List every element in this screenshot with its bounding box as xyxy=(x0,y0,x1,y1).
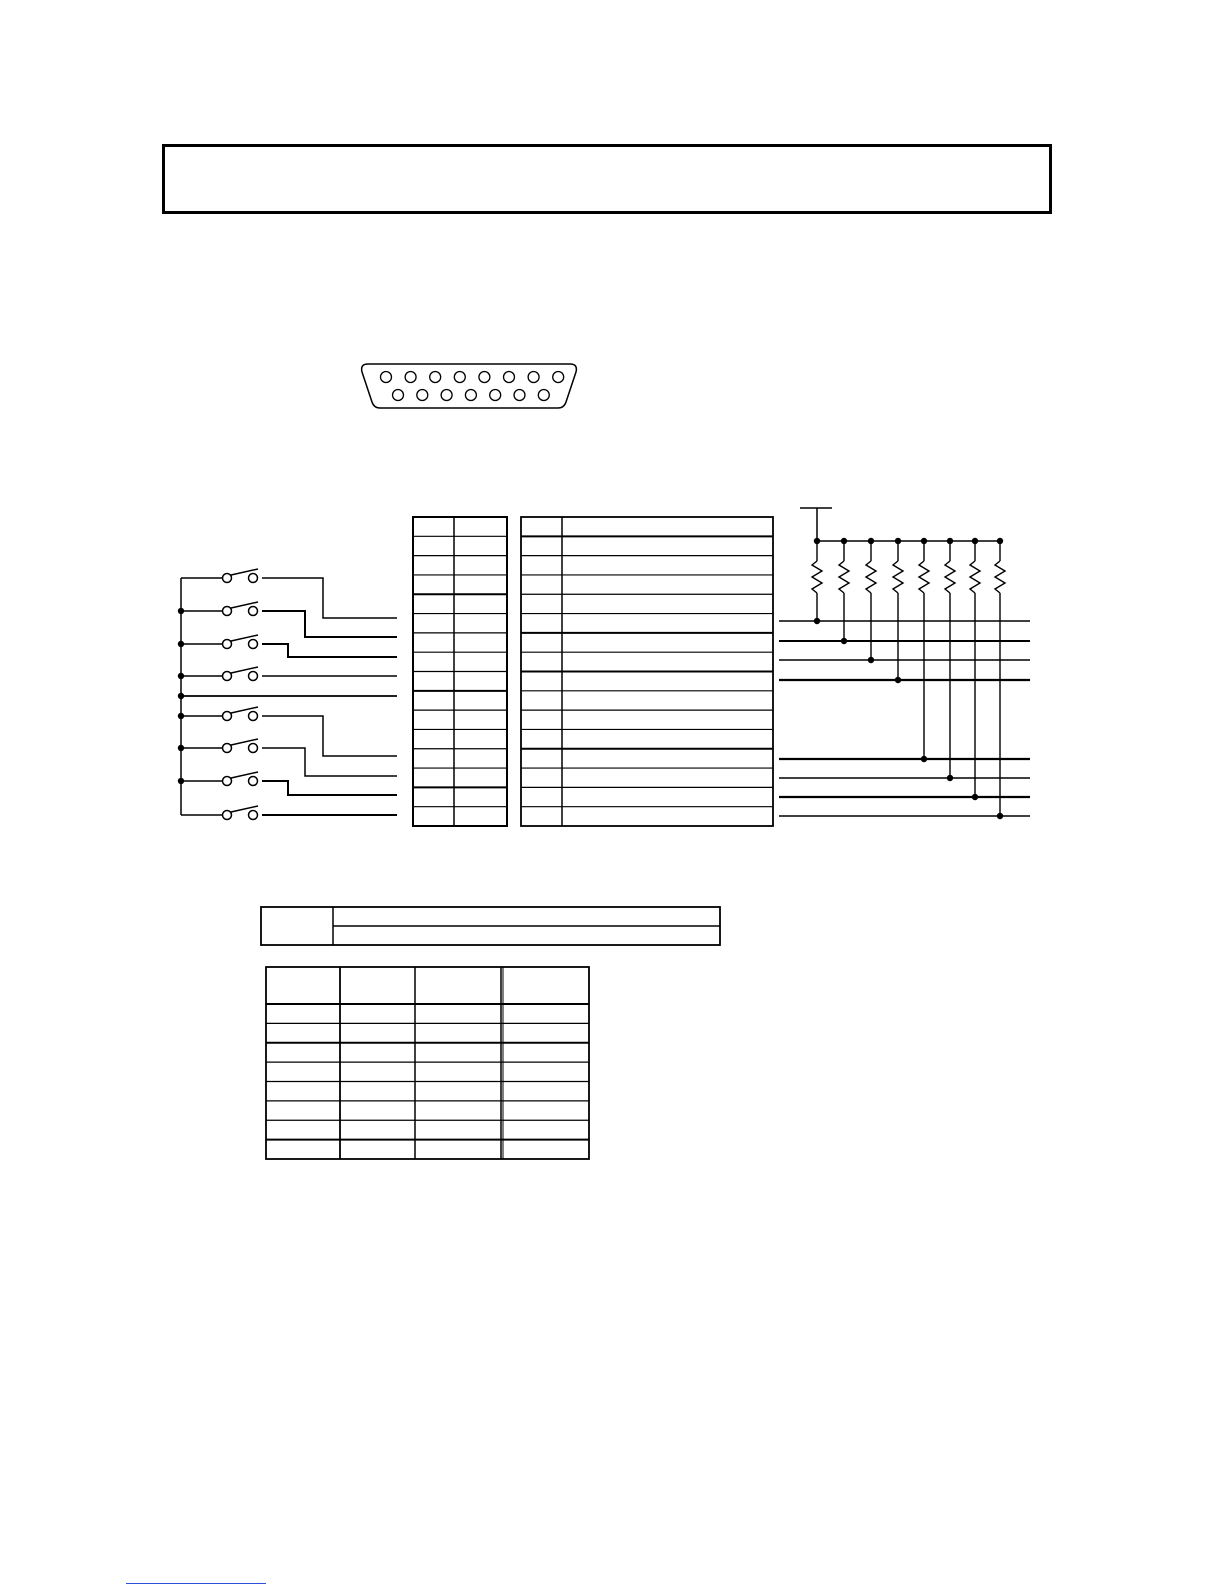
connector-pin-top xyxy=(405,372,416,383)
switches xyxy=(178,569,258,820)
connector-pin-top xyxy=(381,372,392,383)
header-table xyxy=(261,907,720,945)
pullup-resistor xyxy=(866,541,876,660)
junction-dot xyxy=(178,641,184,647)
connector-pin-top xyxy=(553,372,564,383)
switch-contact xyxy=(223,712,232,721)
switch-contact xyxy=(249,712,258,721)
switch xyxy=(181,739,258,753)
switch-contact xyxy=(249,744,258,753)
connector-pin-bottom xyxy=(514,390,525,401)
pullup-resistor xyxy=(919,541,929,759)
junction-dot xyxy=(178,745,184,751)
junction-dot xyxy=(178,608,184,614)
junction-dot xyxy=(868,538,874,544)
switch-contact xyxy=(223,672,232,681)
connector-pin-bottom xyxy=(441,390,452,401)
pullup-resistor xyxy=(839,541,849,641)
switch xyxy=(181,569,258,583)
junction-dot xyxy=(841,538,847,544)
switch-contact xyxy=(249,672,258,681)
output-lines xyxy=(779,621,1030,816)
switch-contact xyxy=(223,811,232,820)
switch-contact xyxy=(249,607,258,616)
switch xyxy=(181,707,258,721)
connector-pin-bottom xyxy=(490,390,501,401)
pullup-network xyxy=(800,508,1000,541)
switch-contact xyxy=(249,777,258,786)
connector-pin-bottom xyxy=(465,390,476,401)
connector-pin-bottom xyxy=(417,390,428,401)
junction-dot xyxy=(178,778,184,784)
pullup-resistor xyxy=(812,541,822,621)
connector-pin-top xyxy=(479,372,490,383)
junction-dot xyxy=(178,673,184,679)
switch-contact xyxy=(223,640,232,649)
switch-bank xyxy=(181,578,397,815)
switch-contact xyxy=(249,574,258,583)
junction-dot xyxy=(178,693,184,699)
switch-contact xyxy=(223,744,232,753)
switch-contact xyxy=(249,811,258,820)
pullup-resistor xyxy=(893,541,903,680)
junction-dot xyxy=(895,538,901,544)
switch-contact xyxy=(249,640,258,649)
connector-pin-top xyxy=(504,372,515,383)
junction-dot xyxy=(947,538,953,544)
switch-contact xyxy=(223,574,232,583)
connector-pin-top xyxy=(430,372,441,383)
resistors xyxy=(812,538,1005,819)
switch xyxy=(181,667,258,681)
junction-dot xyxy=(972,538,978,544)
data-table-rows xyxy=(266,1004,589,1140)
switch xyxy=(181,806,258,820)
connector-pin-top xyxy=(528,372,539,383)
junction-dot xyxy=(178,713,184,719)
junction-dot xyxy=(814,538,820,544)
switch xyxy=(181,772,258,786)
pullup-resistor xyxy=(995,541,1005,816)
connector-pin-bottom xyxy=(393,390,404,401)
db15-connector xyxy=(362,364,577,408)
junction-dot xyxy=(997,538,1003,544)
connector-pin-bottom xyxy=(538,390,549,401)
switch-contact xyxy=(223,607,232,616)
switch xyxy=(181,635,258,649)
signal-table-rows xyxy=(521,536,773,806)
connector-pin-top xyxy=(454,372,465,383)
switch xyxy=(181,602,258,616)
data-table xyxy=(266,967,589,1159)
switch-contact xyxy=(223,777,232,786)
junction-dot xyxy=(921,538,927,544)
connector-pins xyxy=(381,372,564,401)
pin-table-rows xyxy=(413,536,507,806)
